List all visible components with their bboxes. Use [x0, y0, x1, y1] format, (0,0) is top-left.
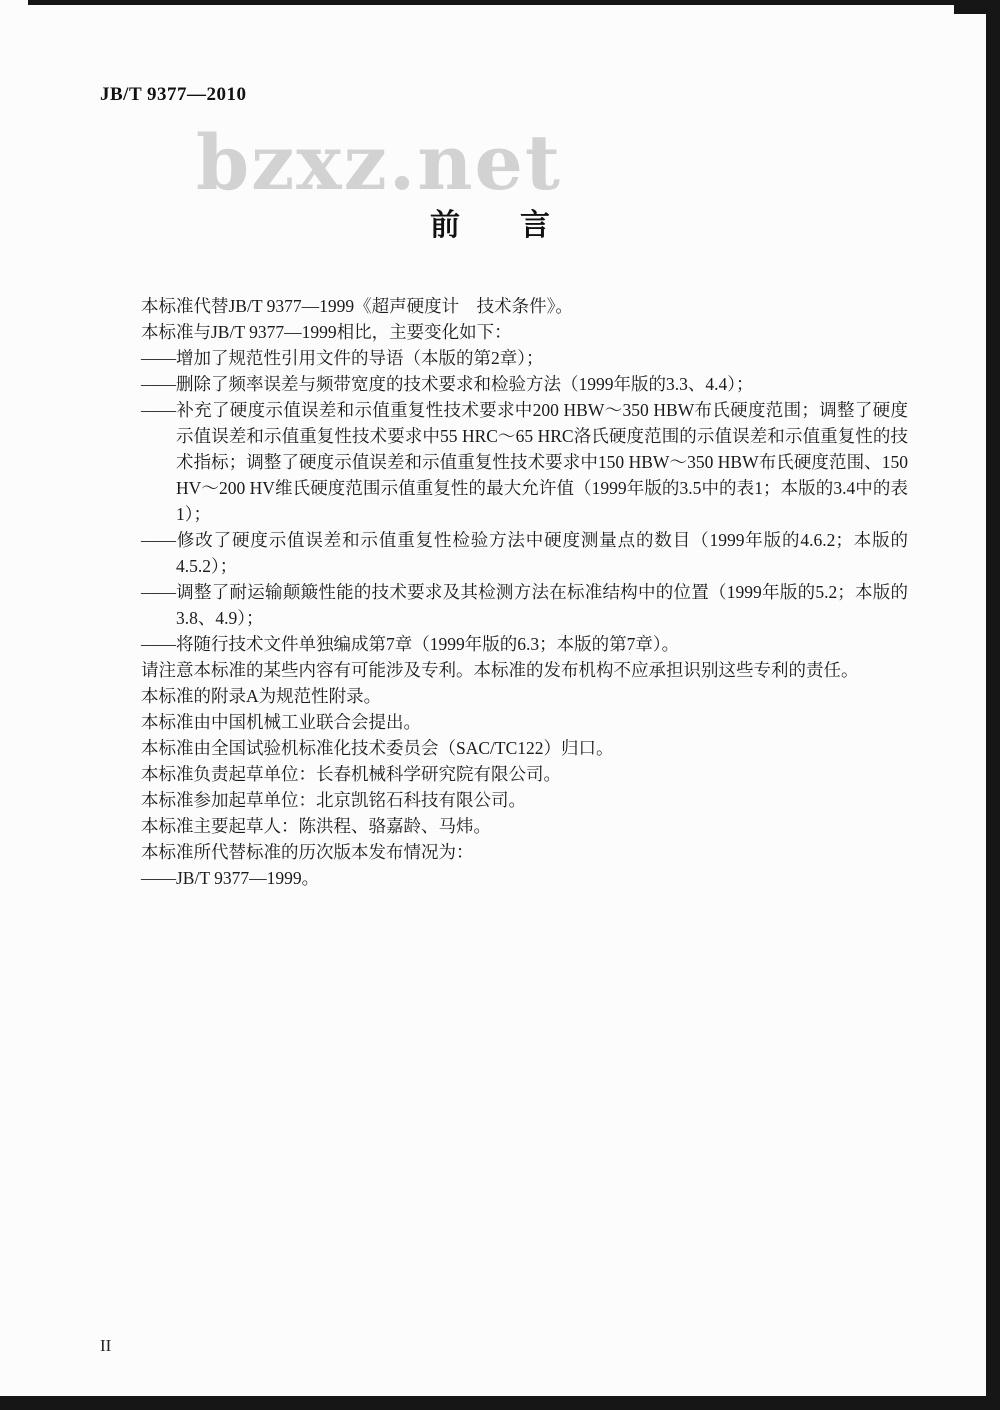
paragraph: ——JB/T 9377—1999。: [141, 868, 320, 888]
paragraph: ——删除了频率误差与频带宽度的技术要求和检验方法（1999年版的3.3、4.4）；: [141, 374, 754, 394]
doc-code: JB/T 9377—2010: [100, 84, 247, 105]
paragraph: ——补充了硬度示值误差和示值重复性技术要求中200 HBW～350 HBW布氏硬度范围；调整了硬度示值误差和示值重复性技术要求中55 HRC～65 HRC洛氏硬度范围的示值误差和示值重复性的技术指标；调整了硬度示值误差和示值重复性技术要求中150 HBW～350 HBW布氏硬度范围、150 HV～200 HV维氏硬度范围示值重复性的最大允许值（1999年版的3.5中的表1；本版的3.4中的表1）；: [141, 400, 908, 524]
paragraph: 本标准主要起草人：陈洪程、骆嘉龄、马炜。: [141, 816, 491, 836]
paragraph: 本标准与JB/T 9377—1999相比，主要变化如下：: [141, 322, 512, 342]
page-title: 前 言: [430, 209, 550, 242]
paragraph: 本标准所代替标准的历次版本发布情况为：: [141, 842, 474, 862]
scan-edge-top: [28, 0, 1000, 5]
paragraph: 请注意本标准的某些内容有可能涉及专利。本标准的发布机构不应承担识别这些专利的责任。: [141, 660, 859, 680]
paragraph: ——增加了规范性引用文件的导语（本版的第2章）；: [141, 348, 544, 368]
paragraph: 本标准的附录A为规范性附录。: [141, 686, 382, 706]
paragraph: 本标准由中国机械工业联合会提出。: [141, 712, 421, 732]
scan-edge-bottom: [0, 1396, 1000, 1410]
page-number: II: [100, 1336, 112, 1355]
paragraph: 本标准参加起草单位：北京凯铭石科技有限公司。: [141, 790, 526, 810]
paragraph: ——修改了硬度示值误差和示值重复性检验方法中硬度测量点的数目（1999年版的4.6.2；本版的4.5.2）；: [141, 530, 908, 576]
paragraph: 本标准代替JB/T 9377—1999《超声硬度计 技术条件》。: [141, 296, 573, 316]
body-text: [106, 293, 908, 891]
paragraph: 本标准负责起草单位：长春机械科学研究院有限公司。: [141, 764, 561, 784]
paragraph: ——将随行技术文件单独编成第7章（1999年版的6.3；本版的第7章）。: [141, 634, 680, 654]
paragraph: 本标准由全国试验机标准化技术委员会（SAC/TC122）归口。: [141, 738, 614, 758]
scan-edge-right: [986, 0, 1000, 1410]
watermark: bzxz.net: [196, 118, 562, 207]
paragraph: ——调整了耐运输颠簸性能的技术要求及其检测方法在标准结构中的位置（1999年版的5.2；本版的3.8、4.9）；: [141, 582, 908, 628]
